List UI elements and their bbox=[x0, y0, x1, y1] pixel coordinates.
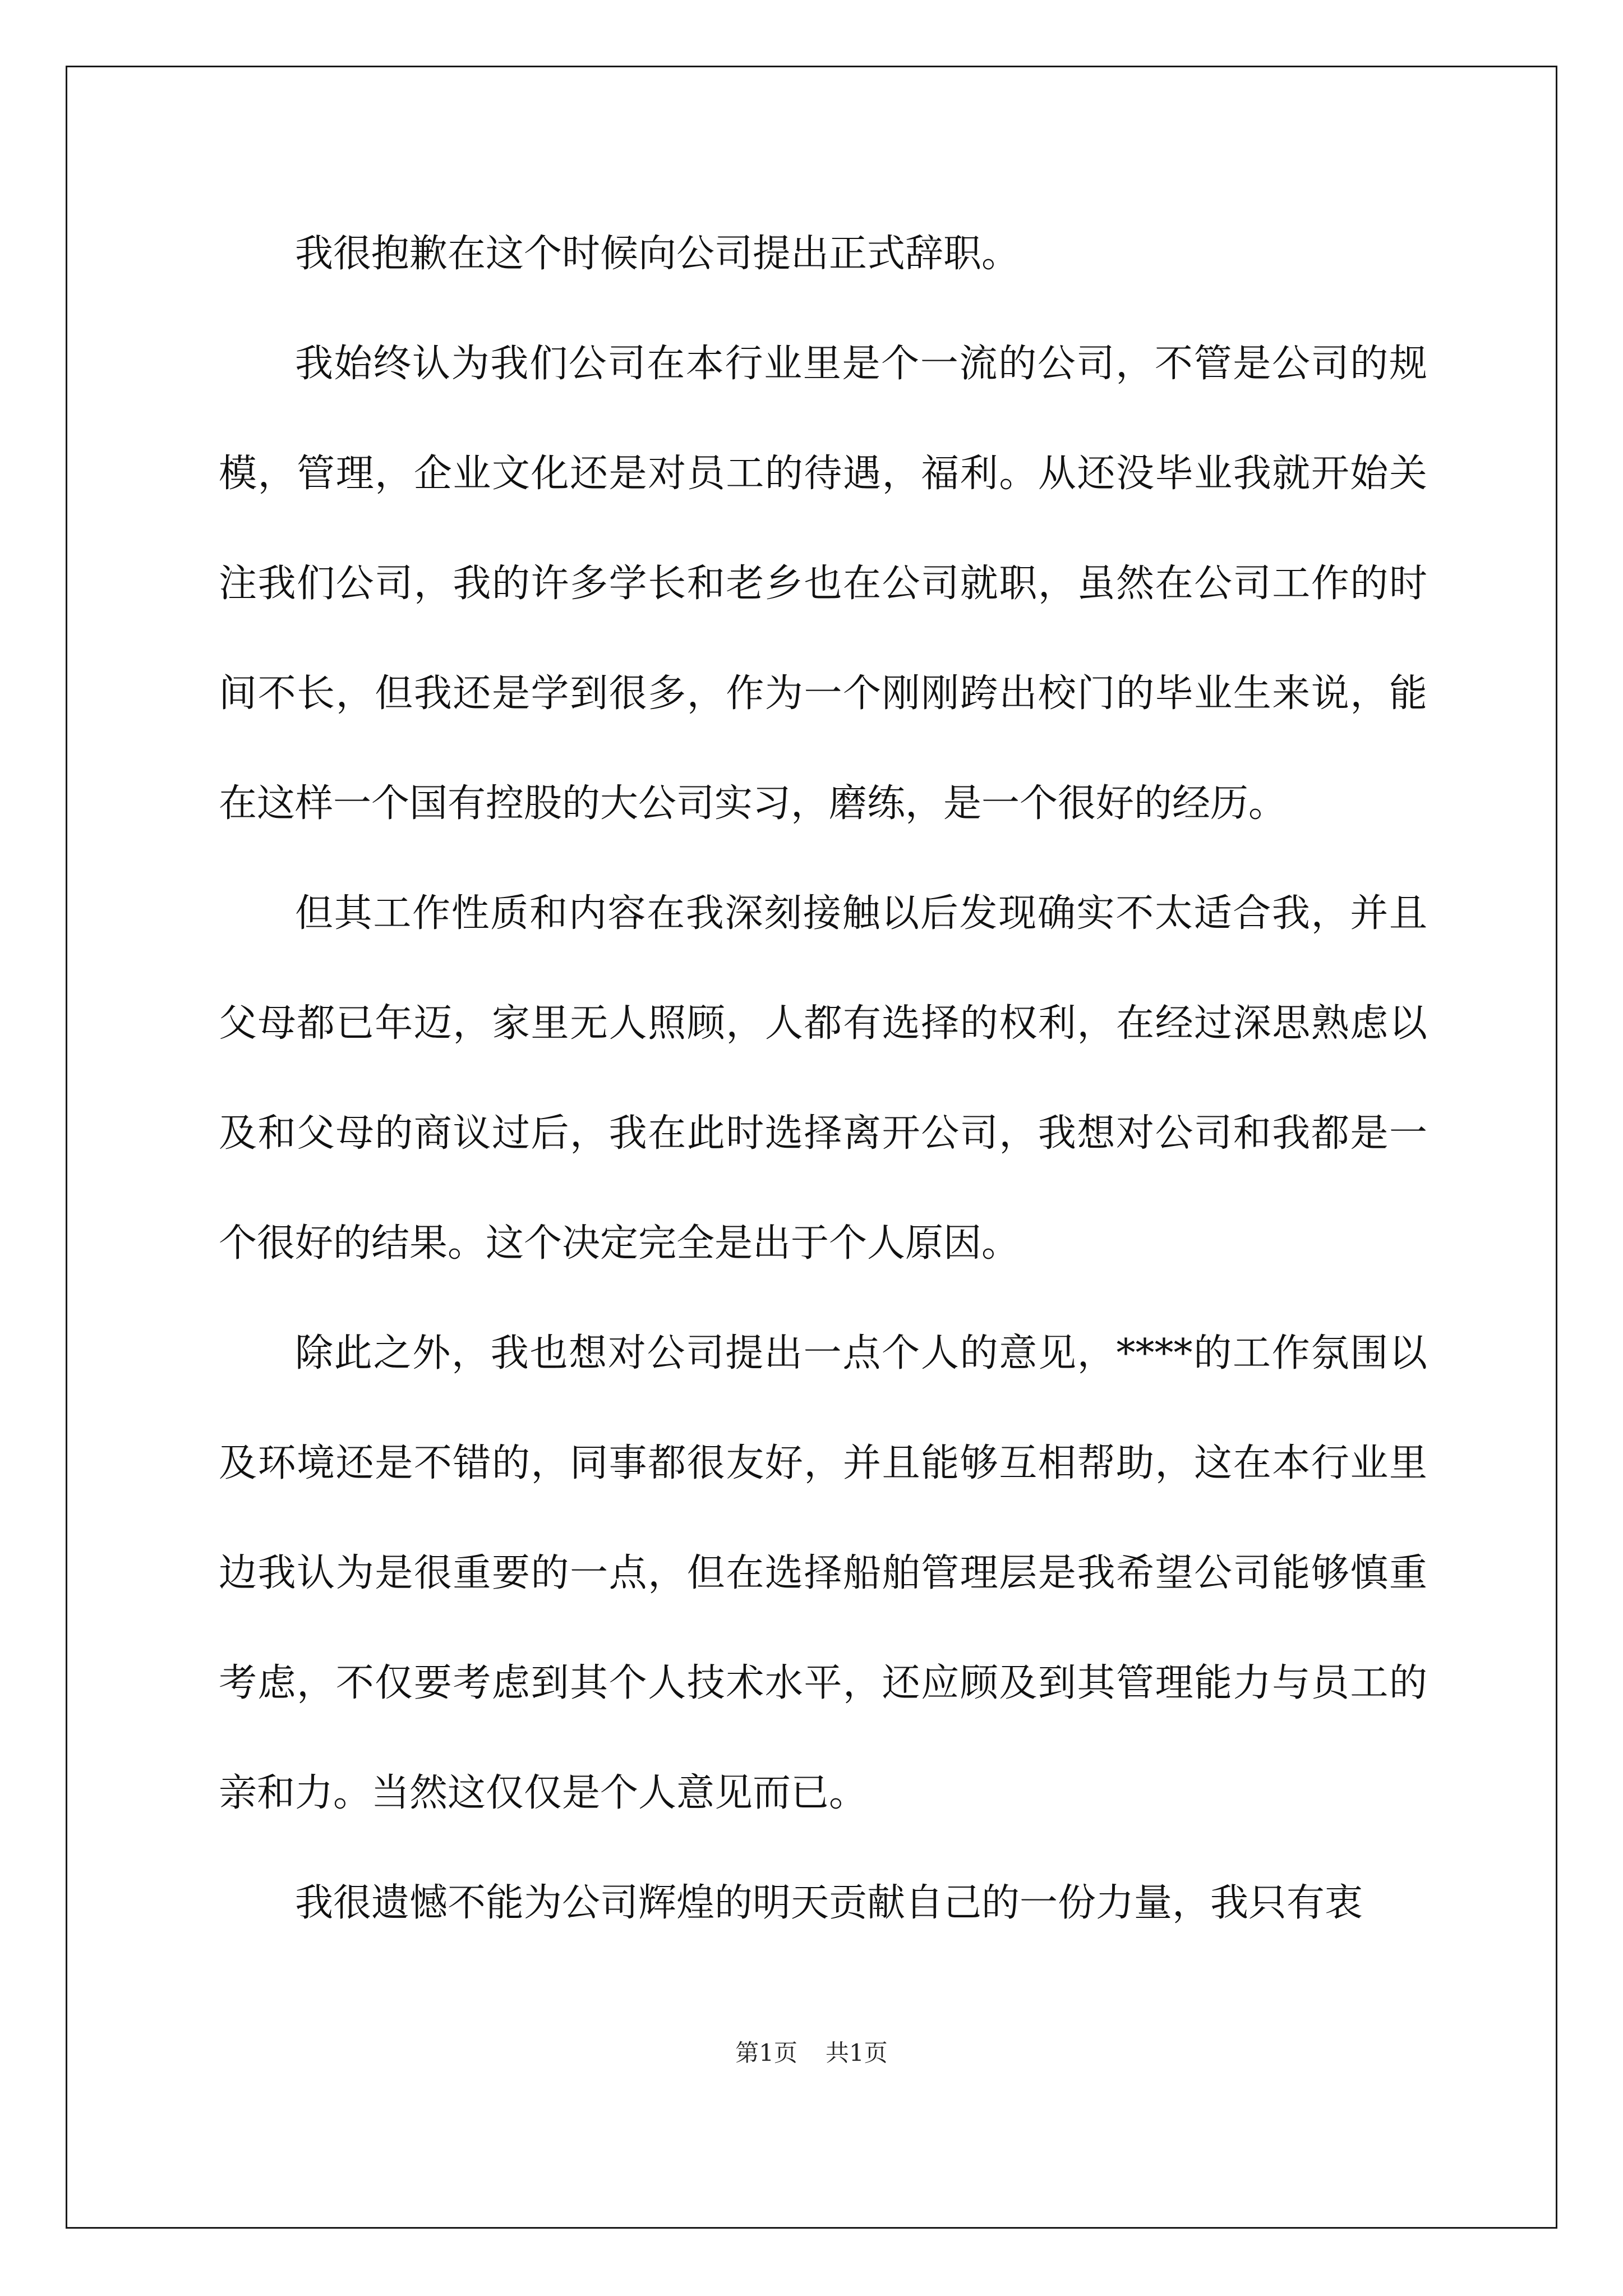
paragraph-2: 我始终认为我们公司在本行业里是个一流的公司，不管是公司的规模，管理，企业文化还是对员工的待遇，福利。从还没毕业我就开始关注我们公司，我的许多学长和老乡也在公司就职，虽然在公司工作的时间不长，但我还是学到很多，作为一个刚刚跨出校门的毕业生来说，能在这样一个国有控股的大公司实习，磨练，是一个很好的经历。 bbox=[219, 342, 1427, 826]
document-body bbox=[219, 199, 1427, 1958]
paragraph-5: 我很遗憾不能为公司辉煌的明天贡献自己的一份力量，我只有衷 bbox=[295, 1881, 1363, 1925]
page-number: 第1页 bbox=[735, 2039, 797, 2067]
paragraph-1: 我很抱歉在这个时候向公司提出正式辞职。 bbox=[295, 232, 1020, 276]
page-footer bbox=[0, 2036, 1623, 2070]
paragraph-3: 但其工作性质和内容在我深刻接触以后发现确实不太适合我，并且父母都已年迈，家里无人照顾，人都有选择的权利，在经过深思熟虑以及和父母的商议过后，我在此时选择离开公司，我想对公司和我都是一个很好的结果。这个决定完全是出于个人原因。 bbox=[219, 891, 1427, 1266]
page-total: 共1页 bbox=[826, 2039, 888, 2067]
paragraph-4: 除此之外，我也想对公司提出一点个人的意见，****的工作氛围以及环境还是不错的，同事都很友好，并且能够互相帮助，这在本行业里边我认为是很重要的一点，但在选择船舶管理层是我希望公司能够慎重考虑，不仅要考虑到其个人技术水平，还应顾及到其管理能力与员工的亲和力。当然这仅仅是个人意见而已。 bbox=[219, 1331, 1427, 1815]
